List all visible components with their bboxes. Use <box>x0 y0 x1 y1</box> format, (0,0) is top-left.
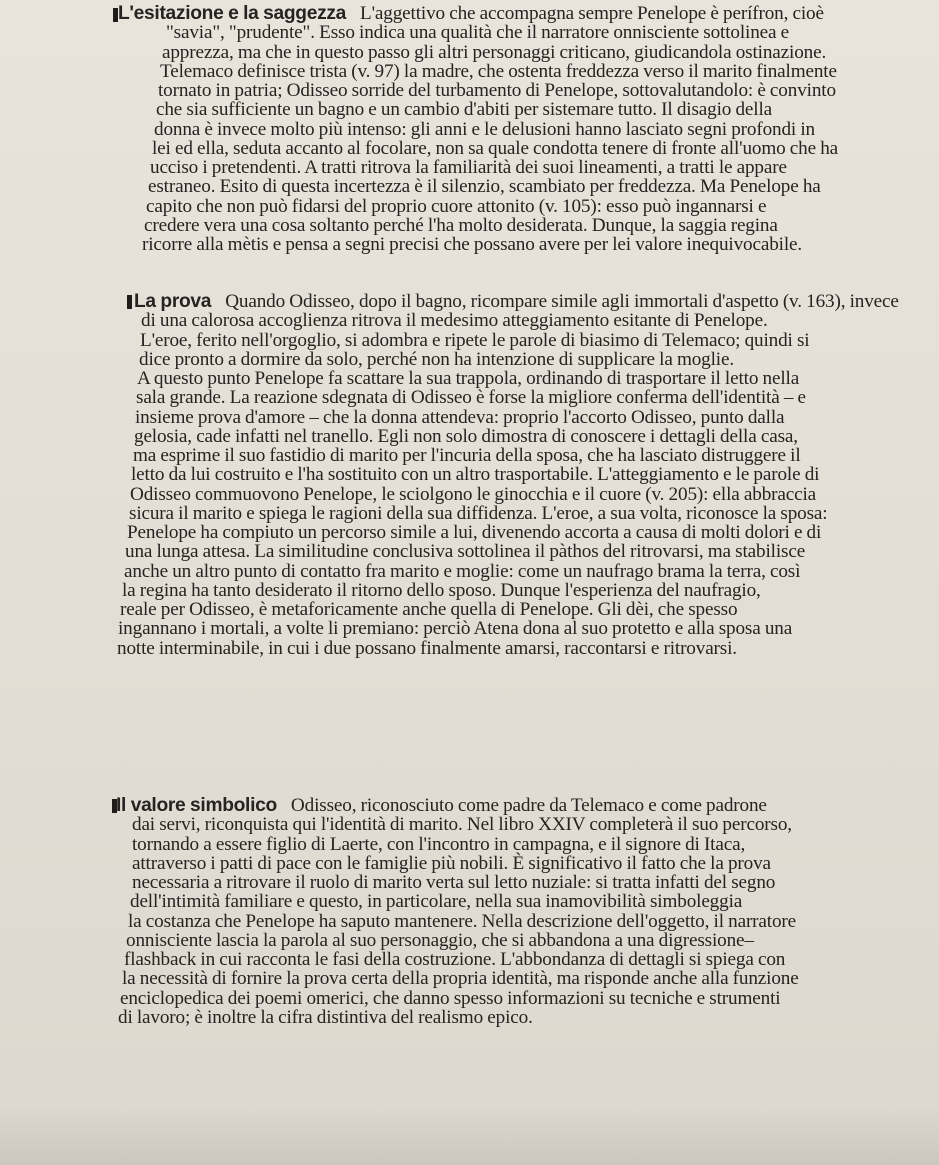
paragraph-line: sicura il marito e spiega le ragioni della sua diffidenza. L'eroe, a sua volta, riconosce la sposa: <box>129 502 828 524</box>
paragraph-line: donna è invece molto più intenso: gli anni e le delusioni hanno lasciato segni profondi in <box>154 118 815 140</box>
paragraph-line: anche un altro punto di contatto fra marito e moglie: come un naufrago brama la terra, così <box>124 560 801 582</box>
paragraph-line: dell'intimità familiare e questo, in particolare, nella sua inamovibilità simboleggia <box>130 891 743 913</box>
paragraph-line: ricorre alla mètis e pensa a segni precisi che possano avere per lei valore inequivocabile. <box>142 234 803 255</box>
paragraph-line: attraverso i patti di pace con le famiglie più nobili. È significativo il fatto che la prova <box>132 852 771 874</box>
paragraph-line: Quando Odisseo, dopo il bagno, ricompare simile agli immortali d'aspetto (v. 163), invece <box>225 291 899 312</box>
paragraph-line: ucciso i pretendenti. A tratti ritrova la familiarità dei suoi lineamenti, a tratti le appare <box>150 157 787 178</box>
section-esitazione <box>118 4 838 254</box>
section-heading: L'esitazione e la saggezza <box>118 3 347 24</box>
section-first-line <box>90 796 799 815</box>
section-heading: La prova <box>134 291 212 312</box>
paragraph-line: A questo punto Penelope fa scattare la sua trappola, ordinando di trasportare il letto nella <box>137 368 800 389</box>
paragraph-line: di lavoro; è inoltre la cifra distintiva del realismo epico. <box>118 1006 533 1028</box>
paragraph-line: sala grande. La reazione sdegnata di Odisseo è forse la migliore conferma dell'identità – e <box>136 387 806 409</box>
paragraph-line: apprezza, ma che in questo passo gli altri personaggi criticano, giudicandola ostinazione. <box>162 41 827 63</box>
paragraph-line: estraneo. Esito di questa incertezza è il silenzio, scambiato per freddezza. Ma Penelope ha <box>148 176 821 198</box>
section-first-line <box>118 4 838 23</box>
page-bottom-shadow <box>0 1105 939 1165</box>
paragraph-line: necessaria a ritrovare il ruolo di marito verta sul letto nuziale: si tratta infatti del segno <box>132 872 776 893</box>
paragraph-line: ingannano i mortali, a volte li premiano: perciò Atena dona al suo protetto e alla sposa una <box>118 618 793 640</box>
paragraph-line: la costanza che Penelope ha saputo mantenere. Nella descrizione dell'oggetto, il narratore <box>128 910 797 932</box>
paragraph-line: L'aggettivo che accompagna sempre Penelope è perífron, cioè <box>360 3 824 24</box>
paragraph-line: ma esprime il suo fastidio di marito per l'incuria della sposa, che ha lasciato distruggere il <box>133 445 801 466</box>
paragraph-line: Telemaco definisce trista (v. 97) la madre, che ostenta freddezza verso il marito finalmente <box>160 60 837 82</box>
paragraph-line: L'eroe, ferito nell'orgoglio, si adombra e ripete le parole di biasimo di Telemaco; quindi si <box>140 329 810 351</box>
paragraph-line: gelosia, cade infatti nel tranello. Egli non solo dimostra di conoscere i dettagli della casa, <box>134 425 798 447</box>
paragraph-line: credere vera una cosa soltanto perché l'ha molto desiderata. Dunque, la saggia regina <box>144 214 778 236</box>
paragraph-line: tornato in patria; Odisseo sorride del turbamento di Penelope, sottovalutandolo: è convinto <box>158 80 836 101</box>
paragraph-line: una lunga attesa. La similitudine conclusiva sottolinea il pàthos del ritrovarsi, ma stabilisce <box>125 541 806 563</box>
paragraph-line: flashback in cui racconta le fasi della costruzione. L'abbondanza di dettagli si spiega con <box>124 949 786 970</box>
paragraph-line: Odisseo, riconosciuto come padre da Telemaco e come padrone <box>290 795 767 816</box>
paragraph-line: onnisciente lascia la parola al suo personaggio, che si abbandona a una digressione– <box>126 929 754 951</box>
paragraph-line: "savia", "prudente". Esso indica una qualità che il narratore onnisciente sottolinea e <box>166 22 790 44</box>
paragraph-line: capito che non può fidarsi del proprio cuore attonito (v. 105): esso può ingannarsi e <box>146 195 767 217</box>
paragraph-line: Penelope ha compiuto un percorso simile a lui, divenendo accorta a causa di molti dolori e di <box>127 522 822 543</box>
paragraph-line: di una calorosa accoglienza ritrova il medesimo atteggiamento esitante di Penelope. <box>141 310 768 332</box>
paragraph-line: la regina ha tanto desiderato il ritorno dello sposo. Dunque l'esperienza del naufragio, <box>122 579 761 601</box>
paragraph-line: dai servi, riconquista qui l'identità di marito. Nel libro XXIV completerà il suo percorso, <box>132 814 792 836</box>
paragraph-line: enciclopedica dei poemi omerici, che danno spesso informazioni su tecniche e strumenti <box>120 987 781 1009</box>
section-valore-simbolico <box>90 796 799 1027</box>
section-first-line <box>108 292 899 311</box>
paragraph-line: insieme prova d'amore – che la donna attendeva: proprio l'accorto Odisseo, punto dalla <box>135 406 785 428</box>
paragraph-line: dice pronto a dormire da solo, perché non ha intenzione di supplicare la moglie. <box>139 348 735 370</box>
paragraph-line: notte interminabile, in cui i due possano finalmente amarsi, raccontarsi e ritrovarsi. <box>117 637 737 659</box>
section-heading: Il valore simbolico <box>116 795 277 816</box>
paragraph-line: la necessità di fornire la prova certa della propria identità, ma risponde anche alla funzione <box>122 968 799 990</box>
paragraph-line: lei ed ella, seduta accanto al focolare, non sa quale condotta tenere di fronte all'uomo che ha <box>152 137 839 159</box>
paragraph-line: tornando a essere figlio di Laerte, con l'incontro in campagna, e il signore di Itaca, <box>132 833 746 855</box>
paragraph-line: letto da lui costruito e l'ha sostituito con un altro trasportabile. L'atteggiamento e le parole di <box>131 464 820 486</box>
paragraph-line: reale per Odisseo, è metaforicamente anche quella di Penelope. Gli dèi, che spesso <box>120 599 738 620</box>
paragraph-line: Odisseo commuovono Penelope, le sciolgono le ginocchia e il cuore (v. 205): ella abbraccia <box>130 483 817 505</box>
paragraph-line: che sia sufficiente un bagno e un cambio d'abiti per sistemare tutto. Il disagio della <box>156 99 773 121</box>
section-prova <box>108 292 899 658</box>
